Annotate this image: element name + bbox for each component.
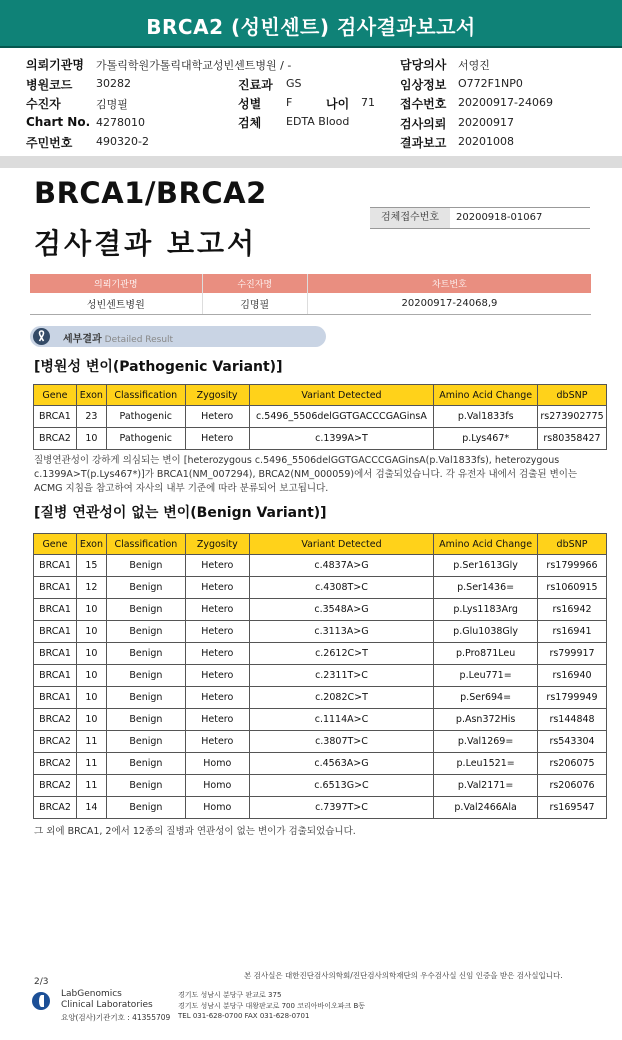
header-label: 진료과 (238, 78, 273, 92)
company-name: LabGenomics (61, 989, 122, 999)
table-cell: rs206075 (538, 753, 607, 775)
column-header: dbSNP (538, 534, 607, 555)
page-number: 2/3 (34, 977, 49, 987)
table-cell: p.Asn372His (434, 709, 538, 731)
table-cell: Benign (106, 775, 185, 797)
table-cell: Benign (106, 621, 185, 643)
table-cell: 10 (76, 665, 106, 687)
table-cell: c.3548A>G (249, 599, 433, 621)
benign-note: 그 외에 BRCA1, 2에서 12종의 질병과 연관성이 없는 변이가 검출되었습니다. (34, 826, 356, 837)
certification-note: 본 검사실은 대한진단검사의학회/진단검사의학재단의 우수검사실 신임 인증을 받은 검사실입니다. (244, 971, 563, 980)
column-header: Amino Acid Change (434, 534, 538, 555)
table-cell: p.Val1833fs (434, 406, 538, 428)
header-value: 4278010 (96, 116, 145, 129)
benign-row (34, 665, 607, 687)
table-cell: rs16942 (538, 599, 607, 621)
benign-heading: [질병 연관성이 없는 변이(Benign Variant)] (34, 505, 327, 521)
pathogenic-table (33, 384, 607, 450)
table-cell: 12 (76, 577, 106, 599)
table-cell: 11 (76, 775, 106, 797)
table-cell: BRCA2 (34, 753, 77, 775)
report-heading: BRCA1/BRCA2 (34, 176, 267, 210)
pathogenic-row (34, 428, 607, 450)
accession-box (370, 207, 590, 229)
benign-table (33, 533, 607, 819)
institution-code: 요양(검사)기관기호 : 41355709 (61, 1013, 171, 1022)
table-cell: rs80358427 (537, 428, 606, 450)
table-cell: Benign (106, 797, 185, 819)
column-header: Zygosity (185, 385, 249, 406)
benign-row (34, 599, 607, 621)
contact-line: TEL 031-628-0700 FAX 031-628-0701 (178, 1012, 310, 1020)
column-header: Classification (106, 385, 185, 406)
table-cell: rs206076 (538, 775, 607, 797)
table-cell: p.Glu1038Gly (434, 621, 538, 643)
table-cell: 14 (76, 797, 106, 819)
address-line: 경기도 성남시 분당구 대왕판교로 700 코리아바이오파크 B동 (178, 1002, 366, 1010)
header-value: EDTA Blood (286, 115, 350, 128)
report-subheading: 검사결과 보고서 (34, 227, 258, 260)
pathogenic-note: 질병연관성이 강하게 의심되는 변이 [heterozygous c.5496_5506delGGTGACCCGAGinsA(p.Val1833fs), heterozygous c.1399A>T(p.Lys467*)]가 BRCA1(NM_007294), BRCA2(NM_000059)에서 검출되었습니다. 각 유전자 내에서 검출된 변이는 ACMG 지침을 참고하여 자사의 내부 기준에 따라 분류되어 보고됩니다. (34, 455, 578, 494)
labgenomics-logo-icon (32, 992, 50, 1010)
table-cell: Benign (106, 577, 185, 599)
table-cell: 23 (76, 406, 106, 428)
table-cell: BRCA1 (34, 687, 77, 709)
section-label: 세부결과 (63, 334, 102, 345)
table-cell: Pathogenic (106, 428, 185, 450)
table-cell: Hetero (185, 621, 249, 643)
benign-row (34, 797, 607, 819)
header-label: 검체 (238, 116, 262, 130)
table-cell: rs16940 (538, 665, 607, 687)
header-value: 490320-2 (96, 135, 149, 148)
table-cell: c.1399A>T (249, 428, 434, 450)
table-cell: rs16941 (538, 621, 607, 643)
table-cell: Homo (185, 753, 249, 775)
info-cell: 성빈센트병원 (30, 293, 202, 315)
table-cell: Hetero (185, 709, 249, 731)
header-label: 접수번호 (400, 97, 447, 111)
header-label: 임상정보 (400, 78, 447, 92)
header-value: 가톨릭학원가톨릭대학교성빈센트병원 / - (96, 59, 292, 72)
header-value: F (286, 96, 293, 109)
header-value: 김명필 (96, 98, 128, 111)
table-cell: Homo (185, 797, 249, 819)
table-cell: 10 (76, 621, 106, 643)
header-value: 71 (361, 96, 375, 109)
accession-label: 검체접수번호 (370, 208, 450, 228)
table-cell: 10 (76, 599, 106, 621)
column-header: Variant Detected (249, 534, 433, 555)
ribbon-icon (33, 328, 50, 345)
table-cell: Benign (106, 643, 185, 665)
header-value: 20200917 (458, 116, 514, 129)
info-header: 차트번호 (307, 274, 591, 293)
accession-value: 20200918-01067 (456, 212, 543, 223)
column-header: Zygosity (185, 534, 249, 555)
benign-row (34, 577, 607, 599)
address-line: 경기도 성남시 분당구 판교로 375 (178, 991, 282, 999)
table-cell: BRCA1 (34, 665, 77, 687)
request-info-table (30, 274, 591, 315)
header-label: 성별 (238, 97, 262, 111)
table-cell: BRCA1 (34, 643, 77, 665)
table-cell: c.1114A>C (249, 709, 433, 731)
table-cell: p.Val2171= (434, 775, 538, 797)
header-value: O772F1NP0 (458, 77, 523, 90)
table-cell: Hetero (185, 665, 249, 687)
table-cell: c.7397T>C (249, 797, 433, 819)
table-cell: c.2612C>T (249, 643, 433, 665)
table-cell: Benign (106, 731, 185, 753)
table-cell: Homo (185, 775, 249, 797)
table-cell: rs799917 (538, 643, 607, 665)
table-cell: rs169547 (538, 797, 607, 819)
header-label: 주민번호 (26, 136, 73, 150)
header-label: 담당의사 (400, 58, 447, 72)
column-header: dbSNP (537, 385, 606, 406)
title-bar (0, 0, 622, 48)
divider-bar (0, 156, 622, 168)
pathogenic-row (34, 406, 607, 428)
table-cell: 15 (76, 555, 106, 577)
benign-row (34, 621, 607, 643)
table-cell: Pathogenic (106, 406, 185, 428)
column-header: Amino Acid Change (434, 385, 538, 406)
table-cell: 11 (76, 753, 106, 775)
table-cell: BRCA2 (34, 709, 77, 731)
column-header: Gene (34, 385, 77, 406)
info-header: 의뢰기관명 (30, 274, 202, 293)
benign-row (34, 775, 607, 797)
header-value: 30282 (96, 77, 131, 90)
table-cell: p.Pro871Leu (434, 643, 538, 665)
table-cell: c.3113A>G (249, 621, 433, 643)
detailed-result-pill (30, 326, 326, 347)
table-cell: p.Lys467* (434, 428, 538, 450)
column-header: Gene (34, 534, 77, 555)
table-cell: p.Lys1183Arg (434, 599, 538, 621)
table-cell: BRCA1 (34, 406, 77, 428)
column-header: Exon (76, 534, 106, 555)
table-cell: Benign (106, 753, 185, 775)
section-sub: Detailed Result (104, 335, 174, 345)
header-label: 수진자 (26, 97, 61, 111)
info-cell: 20200917-24068,9 (307, 293, 591, 315)
table-cell: BRCA2 (34, 428, 77, 450)
header-label: 검사의뢰 (400, 117, 447, 131)
table-cell: BRCA1 (34, 599, 77, 621)
table-cell: BRCA1 (34, 577, 77, 599)
table-cell: c.4563A>G (249, 753, 433, 775)
table-cell: rs273902775 (537, 406, 606, 428)
table-cell: BRCA1 (34, 621, 77, 643)
company-subtitle: Clinical Laboratories (61, 1000, 153, 1010)
table-cell: BRCA2 (34, 775, 77, 797)
table-cell: 11 (76, 731, 106, 753)
table-cell: Hetero (185, 577, 249, 599)
header-value: 20200917-24069 (458, 96, 553, 109)
table-cell: rs543304 (538, 731, 607, 753)
column-header: Exon (76, 385, 106, 406)
table-cell: c.5496_5506delGGTGACCCGAGinsA (249, 406, 434, 428)
table-cell: 10 (76, 687, 106, 709)
benign-row (34, 555, 607, 577)
table-cell: Benign (106, 709, 185, 731)
table-cell: Benign (106, 665, 185, 687)
table-cell: c.2311T>C (249, 665, 433, 687)
header-value: 서영진 (458, 59, 490, 72)
table-cell: 10 (76, 643, 106, 665)
table-cell: rs1799966 (538, 555, 607, 577)
table-cell: p.Val2466Ala (434, 797, 538, 819)
header-label: 병원코드 (26, 78, 73, 92)
header-label: 나이 (326, 97, 350, 111)
table-cell: BRCA2 (34, 731, 77, 753)
table-cell: Hetero (185, 687, 249, 709)
table-cell: c.3807T>C (249, 731, 433, 753)
table-cell: rs1060915 (538, 577, 607, 599)
table-cell: rs144848 (538, 709, 607, 731)
table-cell: c.6513G>C (249, 775, 433, 797)
header-value: 20201008 (458, 135, 514, 148)
table-cell: Benign (106, 555, 185, 577)
table-cell: c.4837A>G (249, 555, 433, 577)
info-cell: 김명필 (202, 293, 307, 315)
column-header: Variant Detected (249, 385, 434, 406)
patient-header (0, 48, 622, 156)
table-cell: Hetero (185, 555, 249, 577)
table-cell: c.2082C>T (249, 687, 433, 709)
table-cell: Hetero (185, 428, 249, 450)
header-label: 결과보고 (400, 136, 447, 150)
table-cell: p.Val1269= (434, 731, 538, 753)
table-cell: p.Ser694= (434, 687, 538, 709)
column-header: Classification (106, 534, 185, 555)
header-value: GS (286, 77, 302, 90)
table-cell: c.4308T>C (249, 577, 433, 599)
table-cell: BRCA2 (34, 797, 77, 819)
pathogenic-heading: [병원성 변이(Pathogenic Variant)] (34, 359, 283, 375)
table-cell: Hetero (185, 406, 249, 428)
table-cell: rs1799949 (538, 687, 607, 709)
table-cell: Benign (106, 687, 185, 709)
table-cell: p.Ser1436= (434, 577, 538, 599)
info-header: 수진자명 (202, 274, 307, 293)
benign-row (34, 753, 607, 775)
table-cell: Hetero (185, 731, 249, 753)
table-cell: p.Ser1613Gly (434, 555, 538, 577)
benign-row (34, 687, 607, 709)
table-cell: Hetero (185, 643, 249, 665)
table-cell: BRCA1 (34, 555, 77, 577)
table-cell: 10 (76, 709, 106, 731)
header-label: 의뢰기관명 (26, 58, 84, 72)
table-cell: Benign (106, 599, 185, 621)
table-cell: p.Leu771= (434, 665, 538, 687)
benign-row (34, 643, 607, 665)
report-title: BRCA2 (성빈센트) 검사결과보고서 (146, 15, 476, 39)
table-cell: Hetero (185, 599, 249, 621)
header-label: Chart No. (26, 115, 91, 129)
benign-row (34, 709, 607, 731)
table-cell: 10 (76, 428, 106, 450)
benign-row (34, 731, 607, 753)
table-cell: p.Leu1521= (434, 753, 538, 775)
